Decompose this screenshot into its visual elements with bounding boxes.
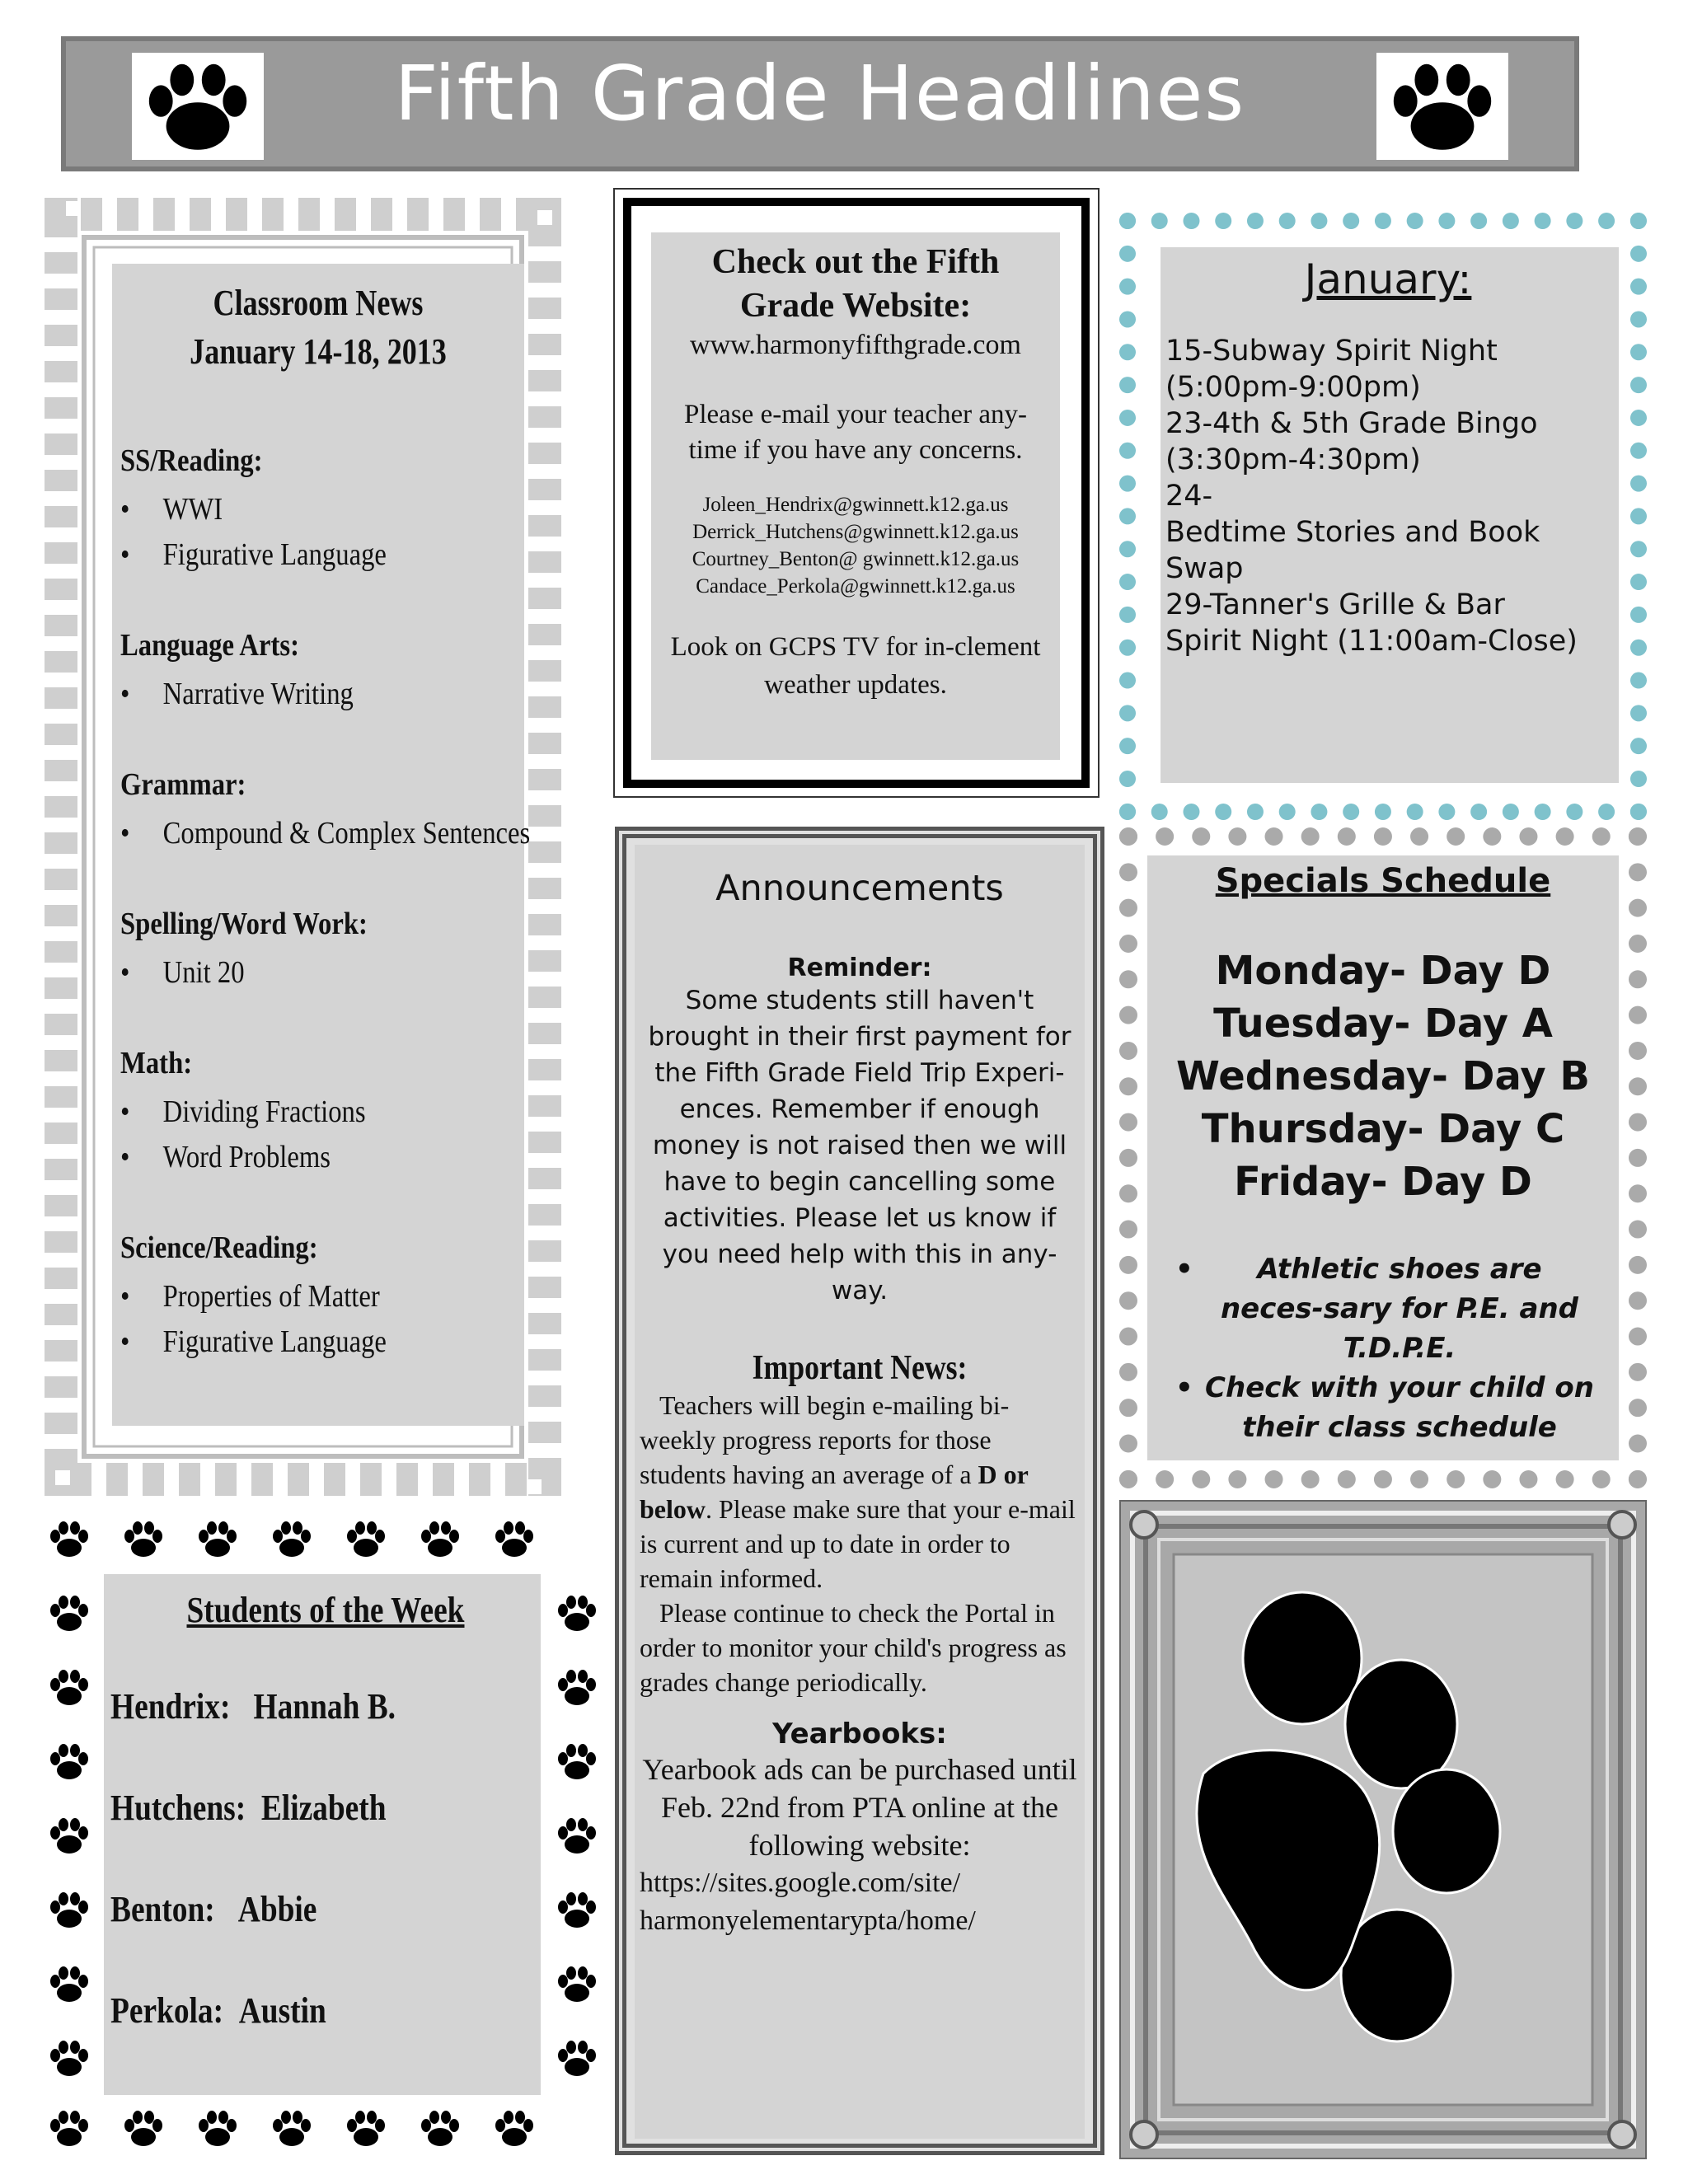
weather-note: Look on GCPS TV for in-clement weather updates. xyxy=(670,632,1041,700)
students-of-week-panel xyxy=(104,1574,541,2095)
schedule-day: Monday- Day D xyxy=(1215,948,1551,994)
list-item: • Narrative Writing xyxy=(120,672,461,717)
list-item: • Properties of Matter xyxy=(120,1274,461,1319)
list-item: • Figurative Language xyxy=(120,1319,461,1365)
yearbooks-text: Yearbook ads can be purchased until Feb. 22nd from PTA online at the following website: xyxy=(642,1753,1077,1862)
list-item: • Dividing Fractions xyxy=(120,1090,461,1135)
paw-print-icon xyxy=(1376,53,1508,160)
newsletter-header xyxy=(61,36,1579,171)
event-line: Spirit Night (11:00am-Close) xyxy=(1165,625,1578,658)
announcements-panel xyxy=(635,845,1085,2139)
student-row: Hutchens: Elizabeth xyxy=(110,1788,387,1828)
section-heading: Language Arts: xyxy=(120,627,299,663)
event-line: Swap xyxy=(1165,552,1244,585)
classroom-news-panel xyxy=(112,264,531,1426)
student-row: Hendrix: Hannah B. xyxy=(110,1686,396,1727)
email-link[interactable]: Candace_Perkola@gwinnett.k12.ga.us xyxy=(696,575,1015,598)
schedule-day: Friday- Day D xyxy=(1234,1159,1532,1205)
reminder-text: Some students still haven't brought in their first payment for the Fifth Grade Field Trip Experi-ences. Remember if enough money is not raised then we will have to begin cancelling some activities. Please let us know if you need help with this in any-way. xyxy=(648,986,1071,1305)
important-news-title: Important News: xyxy=(752,1349,968,1387)
event-line: 23-4th & 5th Grade Bingo xyxy=(1165,407,1538,440)
section-heading: Grammar: xyxy=(120,766,246,802)
list-item: • Compound & Complex Sentences xyxy=(120,811,461,856)
list-item: • Unit 20 xyxy=(120,950,461,996)
email-note: Please e-mail your teacher any-time if you have any concerns. xyxy=(684,400,1027,465)
website-heading: Check out the Fifth xyxy=(711,243,1000,281)
website-link[interactable]: www.harmonyfifthgrade.com xyxy=(690,330,1021,360)
specials-note: • Athletic shoes are neces-sary for P.E. and T.D.P.E. xyxy=(1147,1249,1619,1368)
student-row: Perkola: Austin xyxy=(110,1990,326,2031)
section-heading: Spelling/Word Work: xyxy=(120,906,368,941)
announcements-title: Announcements xyxy=(715,868,1004,909)
section-heading: Science/Reading: xyxy=(120,1230,318,1265)
schedule-day: Tuesday- Day A xyxy=(1213,1001,1553,1047)
yearbooks-link[interactable]: harmonyelementarypta/home/ xyxy=(640,1905,976,1936)
email-link[interactable]: Courtney_Benton@ gwinnett.k12.ga.us xyxy=(692,548,1020,570)
list-item: • WWI xyxy=(120,487,461,532)
january-panel xyxy=(1160,247,1619,783)
event-line: Bedtime Stories and Book xyxy=(1165,516,1540,549)
specials-title: Specials Schedule xyxy=(1215,862,1551,900)
event-line: (5:00pm-9:00pm) xyxy=(1165,371,1421,404)
reminder-label: Reminder: xyxy=(787,954,932,982)
schedule-day: Thursday- Day C xyxy=(1201,1106,1565,1152)
classroom-news-dates: January 14-18, 2013 xyxy=(190,331,447,373)
event-line: 24- xyxy=(1165,480,1213,513)
list-item: • Word Problems xyxy=(120,1135,461,1180)
list-item: • Figurative Language xyxy=(120,532,461,578)
website-heading: Grade Website: xyxy=(739,287,972,325)
specials-panel xyxy=(1147,855,1619,1460)
yearbooks-link[interactable]: https://sites.google.com/site/ xyxy=(640,1868,961,1898)
important-news-text: Teachers will begin e-mailing bi-weekly progress reports for those students having an average of a D or below. Please make sure that your e-mail is current and up to date in order to remain informed. xyxy=(640,1390,1076,1593)
event-line: (3:30pm-4:30pm) xyxy=(1165,443,1421,476)
section-heading: SS/Reading: xyxy=(120,443,263,478)
student-row: Benton: Abbie xyxy=(110,1889,317,1929)
paw-print-icon xyxy=(1121,1502,1645,2158)
section-heading: Math: xyxy=(120,1045,193,1080)
schedule-day: Wednesday- Day B xyxy=(1176,1053,1590,1099)
event-line: 15-Subway Spirit Night xyxy=(1165,335,1498,368)
students-title: Students of the Week xyxy=(186,1590,465,1630)
website-panel xyxy=(651,232,1060,760)
email-link[interactable]: Joleen_Hendrix@gwinnett.k12.ga.us xyxy=(702,494,1009,516)
portal-note: Please continue to check the Portal in order to monitor your child's progress as grades change periodically. xyxy=(640,1598,1067,1697)
event-line: 29-Tanner's Grille & Bar xyxy=(1165,588,1505,621)
specials-note: • Check with your child on their class schedule xyxy=(1147,1368,1619,1447)
newsletter-title: Fifth Grade Headlines xyxy=(394,49,1246,138)
yearbooks-title: Yearbooks: xyxy=(772,1718,947,1750)
email-link[interactable]: Derrick_Hutchens@gwinnett.k12.ga.us xyxy=(692,521,1019,543)
january-title: January: xyxy=(1304,255,1472,303)
classroom-news-title: Classroom News xyxy=(213,283,424,323)
